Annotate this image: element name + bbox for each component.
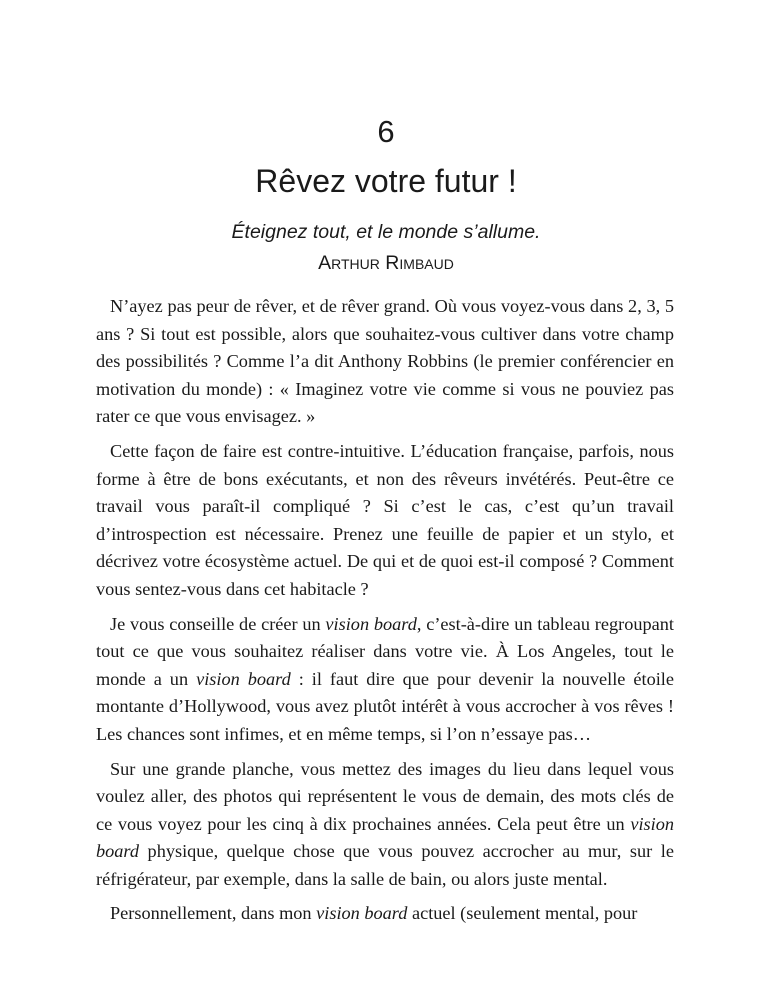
paragraph [96, 756, 674, 894]
paragraph [96, 611, 674, 749]
text-run: : il faut dire que pour devenir la nouvelle étoile montante d’Hollywood, vous avez plutôt intérêt à vous accrocher à vos rêves ! Les chances sont infimes, et en même temps, si l’on n’essaye pas… [96, 668, 674, 744]
chapter-title: Rêvez votre futur ! [255, 163, 517, 199]
text-run: , c’est-à-dire un tableau regroupant tout ce que vous souhaitez réaliser dans votre vie. À Los Angeles, tout le monde a un [96, 613, 674, 689]
body-text [96, 293, 674, 935]
italic-term: vision board [96, 813, 674, 862]
italic-term: vision board [316, 903, 408, 924]
text-run: actuel (seulement mental, pour [407, 903, 638, 924]
paragraph [96, 900, 674, 928]
epigraph-quote: Éteignez tout, et le monde s’allume. [231, 221, 541, 243]
paragraph [96, 438, 674, 604]
text-run: Sur une grande planche, vous mettez des images du lieu dans lequel vous voulez aller, des photos qui représentent le vous de demain, des mots clés de ce vous voyez pour les cinq à dix prochaines années. Cela peut être un [96, 758, 674, 834]
text-run: physique, quelque chose que vous pouvez accrocher au mur, sur le réfrigérateur, par exemple, dans la salle de bain, ou alors juste mental. [96, 841, 674, 889]
epigraph-author: Arthur Rimbaud [318, 252, 454, 274]
italic-term: vision board [196, 668, 291, 689]
text-run: Cette façon de faire est contre-intuitive. L’éducation française, parfois, nous forme à être de bons exécutants, et non des rêveurs invétérés. Peut-être ce travail vous paraît-il compliqué ? Si c’est le cas, c’est qu’un travail d’introspection est nécessaire. Prenez une feuille de papier et un stylo, et décrivez votre écosystème actuel. De qui et de quoi est-il composé ? Comment vous sentez-vous dans cet habitacle ? [96, 440, 674, 599]
italic-term: vision board [325, 613, 417, 634]
text-run: Je vous conseille de créer un [110, 613, 326, 634]
text-run: N’ayez pas peur de rêver, et de rêver grand. Où vous voyez-vous dans 2, 3, 5 ans ? Si tout est possible, alors que souhaitez-vous cultiver dans votre champ des possibilités ? Comme l’a dit Anthony Robbins (le premier conférencier en motivation du monde) : « Imaginez votre vie comme si vous ne pouviez pas rater ce que vous envisagez. » [96, 296, 674, 427]
chapter-number: 6 [377, 114, 395, 149]
text-run: Personnellement, dans mon [110, 903, 317, 924]
paragraph [96, 293, 674, 431]
